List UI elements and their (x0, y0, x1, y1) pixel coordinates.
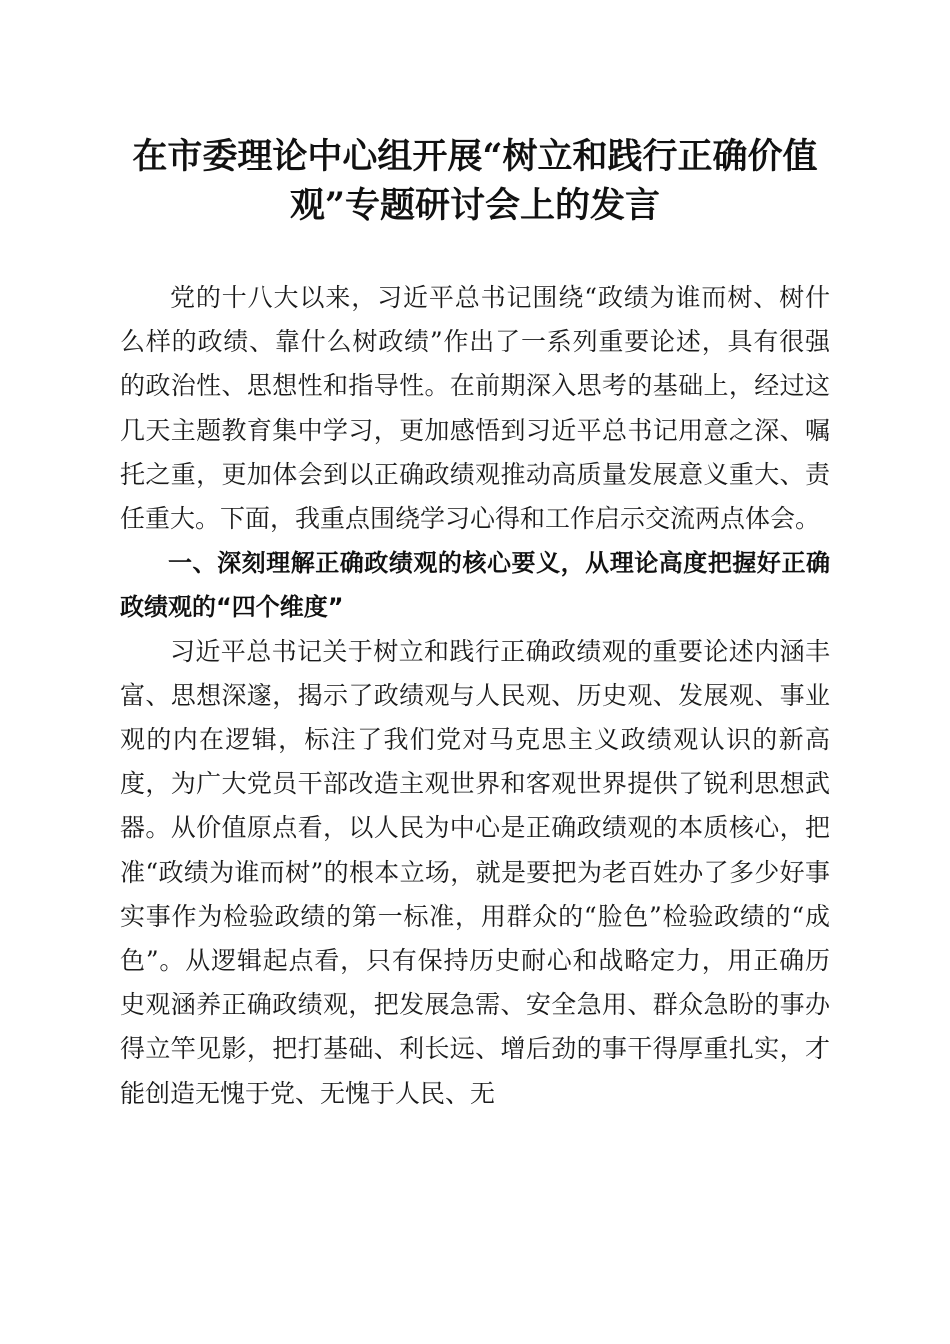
document-body (120, 276, 830, 1116)
paragraph-intro: 党的十八大以来，习近平总书记围绕“政绩为谁而树、树什么样的政绩、靠什么树政绩”作出了一系列重要论述，具有很强的政治性、思想性和指导性。在前期深入思考的基础上，经过这几天主题教育集中学习，更加感悟到习近平总书记用意之深、嘱托之重，更加体会到以正确政绩观推动高质量发展意义重大、责任重大。下面，我重点围绕学习心得和工作启示交流两点体会。 (120, 283, 830, 534)
document-title: 在市委理论中心组开展“树立和践行正确价值观”专题研讨会上的发言 (132, 136, 818, 226)
section-heading-1: 一、深刻理解正确政绩观的核心要义，从理论高度把握好正确政绩观的“四个维度” (120, 549, 830, 622)
paragraph-section-1: 习近平总书记关于树立和践行正确政绩观的重要论述内涵丰富、思想深邃，揭示了政绩观与人民观、历史观、发展观、事业观的内在逻辑，标注了我们党对马克思主义政绩观认识的新高度，为广大党员干部改造主观世界和客观世界提供了锐利思想武器。从价值原点看，以人民为中心是正确政绩观的本质核心，把准“政绩为谁而树”的根本立场，就是要把为老百姓办了多少好事实事作为检验政绩的第一标准，用群众的“脸色”检验政绩的“成色”。从逻辑起点看，只有保持历史耐心和战略定力，用正确历史观涵养正确政绩观，把发展急需、安全急用、群众急盼的事办得立竿见影，把打基础、利长远、增后劲的事干得厚重扎实，才能创造无愧于党、无愧于人民、无 (120, 636, 830, 1108)
